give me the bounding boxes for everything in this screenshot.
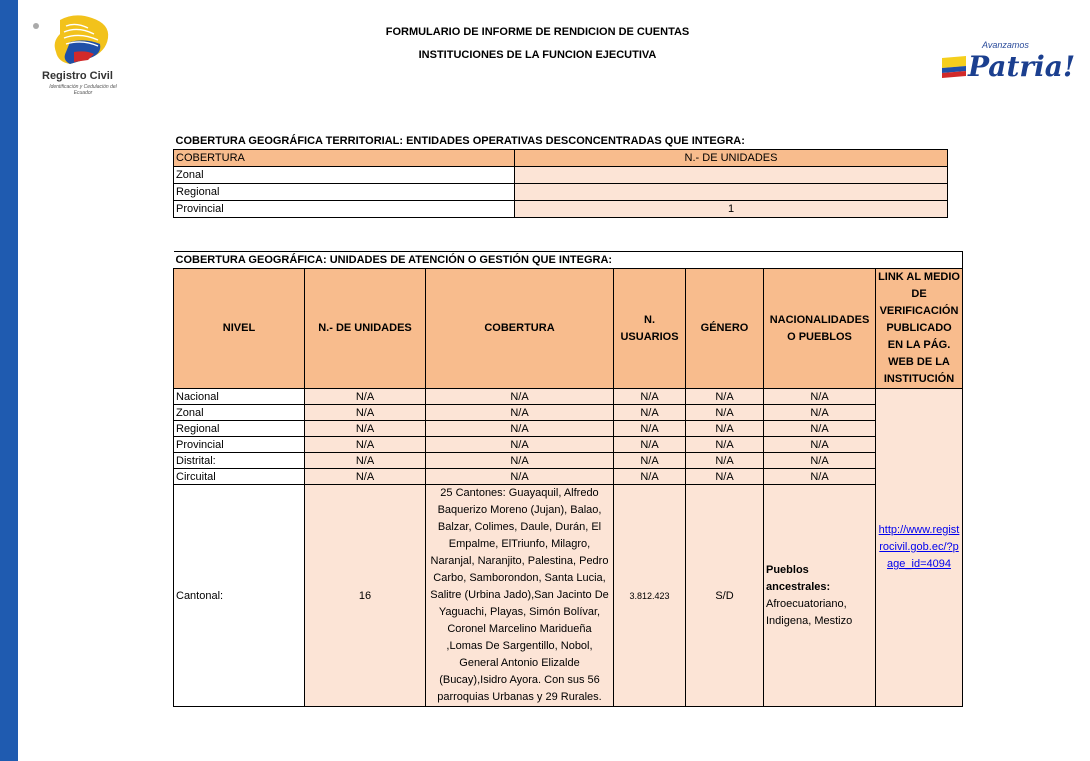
cobertura-cell: N/A [426,389,614,405]
cobertura-cell: N/A [426,469,614,485]
usuarios-cell: N/A [614,453,686,469]
territorial-col-unidades: N.- DE UNIDADES [515,150,948,167]
unidades-cell: N/A [305,405,426,421]
territorial-coverage-table [173,133,948,218]
cobertura-cell: N/A [426,453,614,469]
header-link: LINK AL MEDIO DE VERIFICACIÓN PUBLICADO EN LA PÁG. WEB DE LA INSTITUCIÓN [876,269,963,389]
ecuador-flag-icon [940,56,968,78]
territorial-section-title: COBERTURA GEOGRÁFICA TERRITORIAL: ENTIDADES OPERATIVAS DESCONCENTRADAS QUE INTEGRA: [175,135,745,147]
unidades-cell: N/A [305,389,426,405]
nivel-cell: Regional [174,421,305,437]
usuarios-cell: N/A [614,389,686,405]
table-row [174,453,963,469]
unidades-cell: N/A [305,437,426,453]
genero-cell: N/A [686,389,764,405]
header-cobertura: COBERTURA [426,269,614,389]
territorial-row-value: 1 [515,201,948,218]
table-row [174,389,963,405]
patria-logo-small-text: Avanzamos [982,40,1029,50]
usuarios-cell: N/A [614,421,686,437]
avanzamos-patria-logo [938,36,1076,86]
table-row [174,421,963,437]
genero-cell: N/A [686,453,764,469]
nivel-cell: Circuital [174,469,305,485]
usuarios-cell: N/A [614,437,686,453]
unidades-cell: N/A [305,469,426,485]
registro-civil-name: Registro Civil [42,70,113,82]
registro-civil-logo [30,12,130,100]
cobertura-cell: N/A [426,421,614,437]
left-accent-bar [0,0,18,761]
nacionalidades-cell [764,485,876,707]
genero-cell: S/D [686,485,764,707]
usuarios-cell: N/A [614,469,686,485]
patria-logo-big-text: Patria! [968,50,1076,83]
nacionalidades-cell: N/A [764,437,876,453]
usuarios-cell [614,485,686,707]
nacionalidades-cell: N/A [764,405,876,421]
form-subtitle: INSTITUCIONES DE LA FUNCION EJECUTIVA [418,49,657,61]
nivel-cell: Provincial [174,437,305,453]
table-row [174,405,963,421]
nacionalidades-cell: N/A [764,389,876,405]
nacionalidades-cell: N/A [764,421,876,437]
cobertura-cell: N/A [426,405,614,421]
nivel-cell: Distrital: [174,453,305,469]
genero-cell: N/A [686,437,764,453]
header-nacionalidades: NACIONALIDADES O PUEBLOS [764,269,876,389]
territorial-row-value [515,184,948,201]
cobertura-cell: N/A [426,437,614,453]
territorial-row-label: Zonal [174,167,515,184]
header-nivel: NIVEL [174,269,305,389]
territorial-row-label: Regional [174,184,515,201]
table-row [174,469,963,485]
genero-cell: N/A [686,405,764,421]
unidades-cell: 16 [305,485,426,707]
nivel-cell: Zonal [174,405,305,421]
pueblos-label: Pueblos ancestrales: [766,563,831,593]
genero-cell: N/A [686,421,764,437]
header-genero: GÉNERO [686,269,764,389]
nivel-cell: Cantonal: [174,485,305,707]
genero-cell: N/A [686,469,764,485]
usuarios-value: 3.812.423 [629,590,670,601]
header-unidades: N.- DE UNIDADES [305,269,426,389]
territorial-row-label: Provincial [174,201,515,218]
table-row [174,437,963,453]
pueblos-value: Afroecuatoriano, Indigena, Mestizo [766,597,853,627]
nacionalidades-cell: N/A [764,453,876,469]
territorial-row-value [515,167,948,184]
header-usuarios: N. USUARIOS [614,269,686,389]
attention-units-table [173,251,963,707]
cobertura-cell: 25 Cantones: Guayaquil, Alfredo Baquerizo Moreno (Jujan), Balao, Balzar, Colimes, Daule, Durán, El Empalme, ElTriunfo, Milagro, Naranjal, Naranjito, Palestina, Pedro Carbo, Samborondon, Santa Lucia, Salitre (Urbina Jado),San Jacinto De Yaguachi, Playas, Simón Bolívar, Coronel Marcelino Maridueña ,Lomas De Sargentillo, Nobol, General Antonio Elizalde (Bucay),Isidro Ayora. Con sus 56 parroquias Urbanas y 29 Rurales. [426,485,614,707]
link-cell [876,389,963,707]
registro-civil-subtitle: Identificación y Cedulación del Ecuador [49,84,117,96]
nivel-cell: Nacional [174,389,305,405]
verification-link[interactable]: http://www.registrocivil.gob.ec/?page_id=4094 [878,524,960,570]
unidades-cell: N/A [305,421,426,437]
nacionalidades-cell: N/A [764,469,876,485]
form-title: FORMULARIO DE INFORME DE RENDICION DE CUENTAS [385,26,690,38]
usuarios-cell: N/A [614,405,686,421]
ecuador-map-icon [30,12,130,72]
unidades-cell: N/A [305,453,426,469]
territorial-col-cobertura: COBERTURA [174,150,515,167]
table-row-cantonal [174,485,963,707]
attention-section-title: COBERTURA GEOGRÁFICA: UNIDADES DE ATENCIÓN O GESTIÓN QUE INTEGRA: [174,252,963,269]
